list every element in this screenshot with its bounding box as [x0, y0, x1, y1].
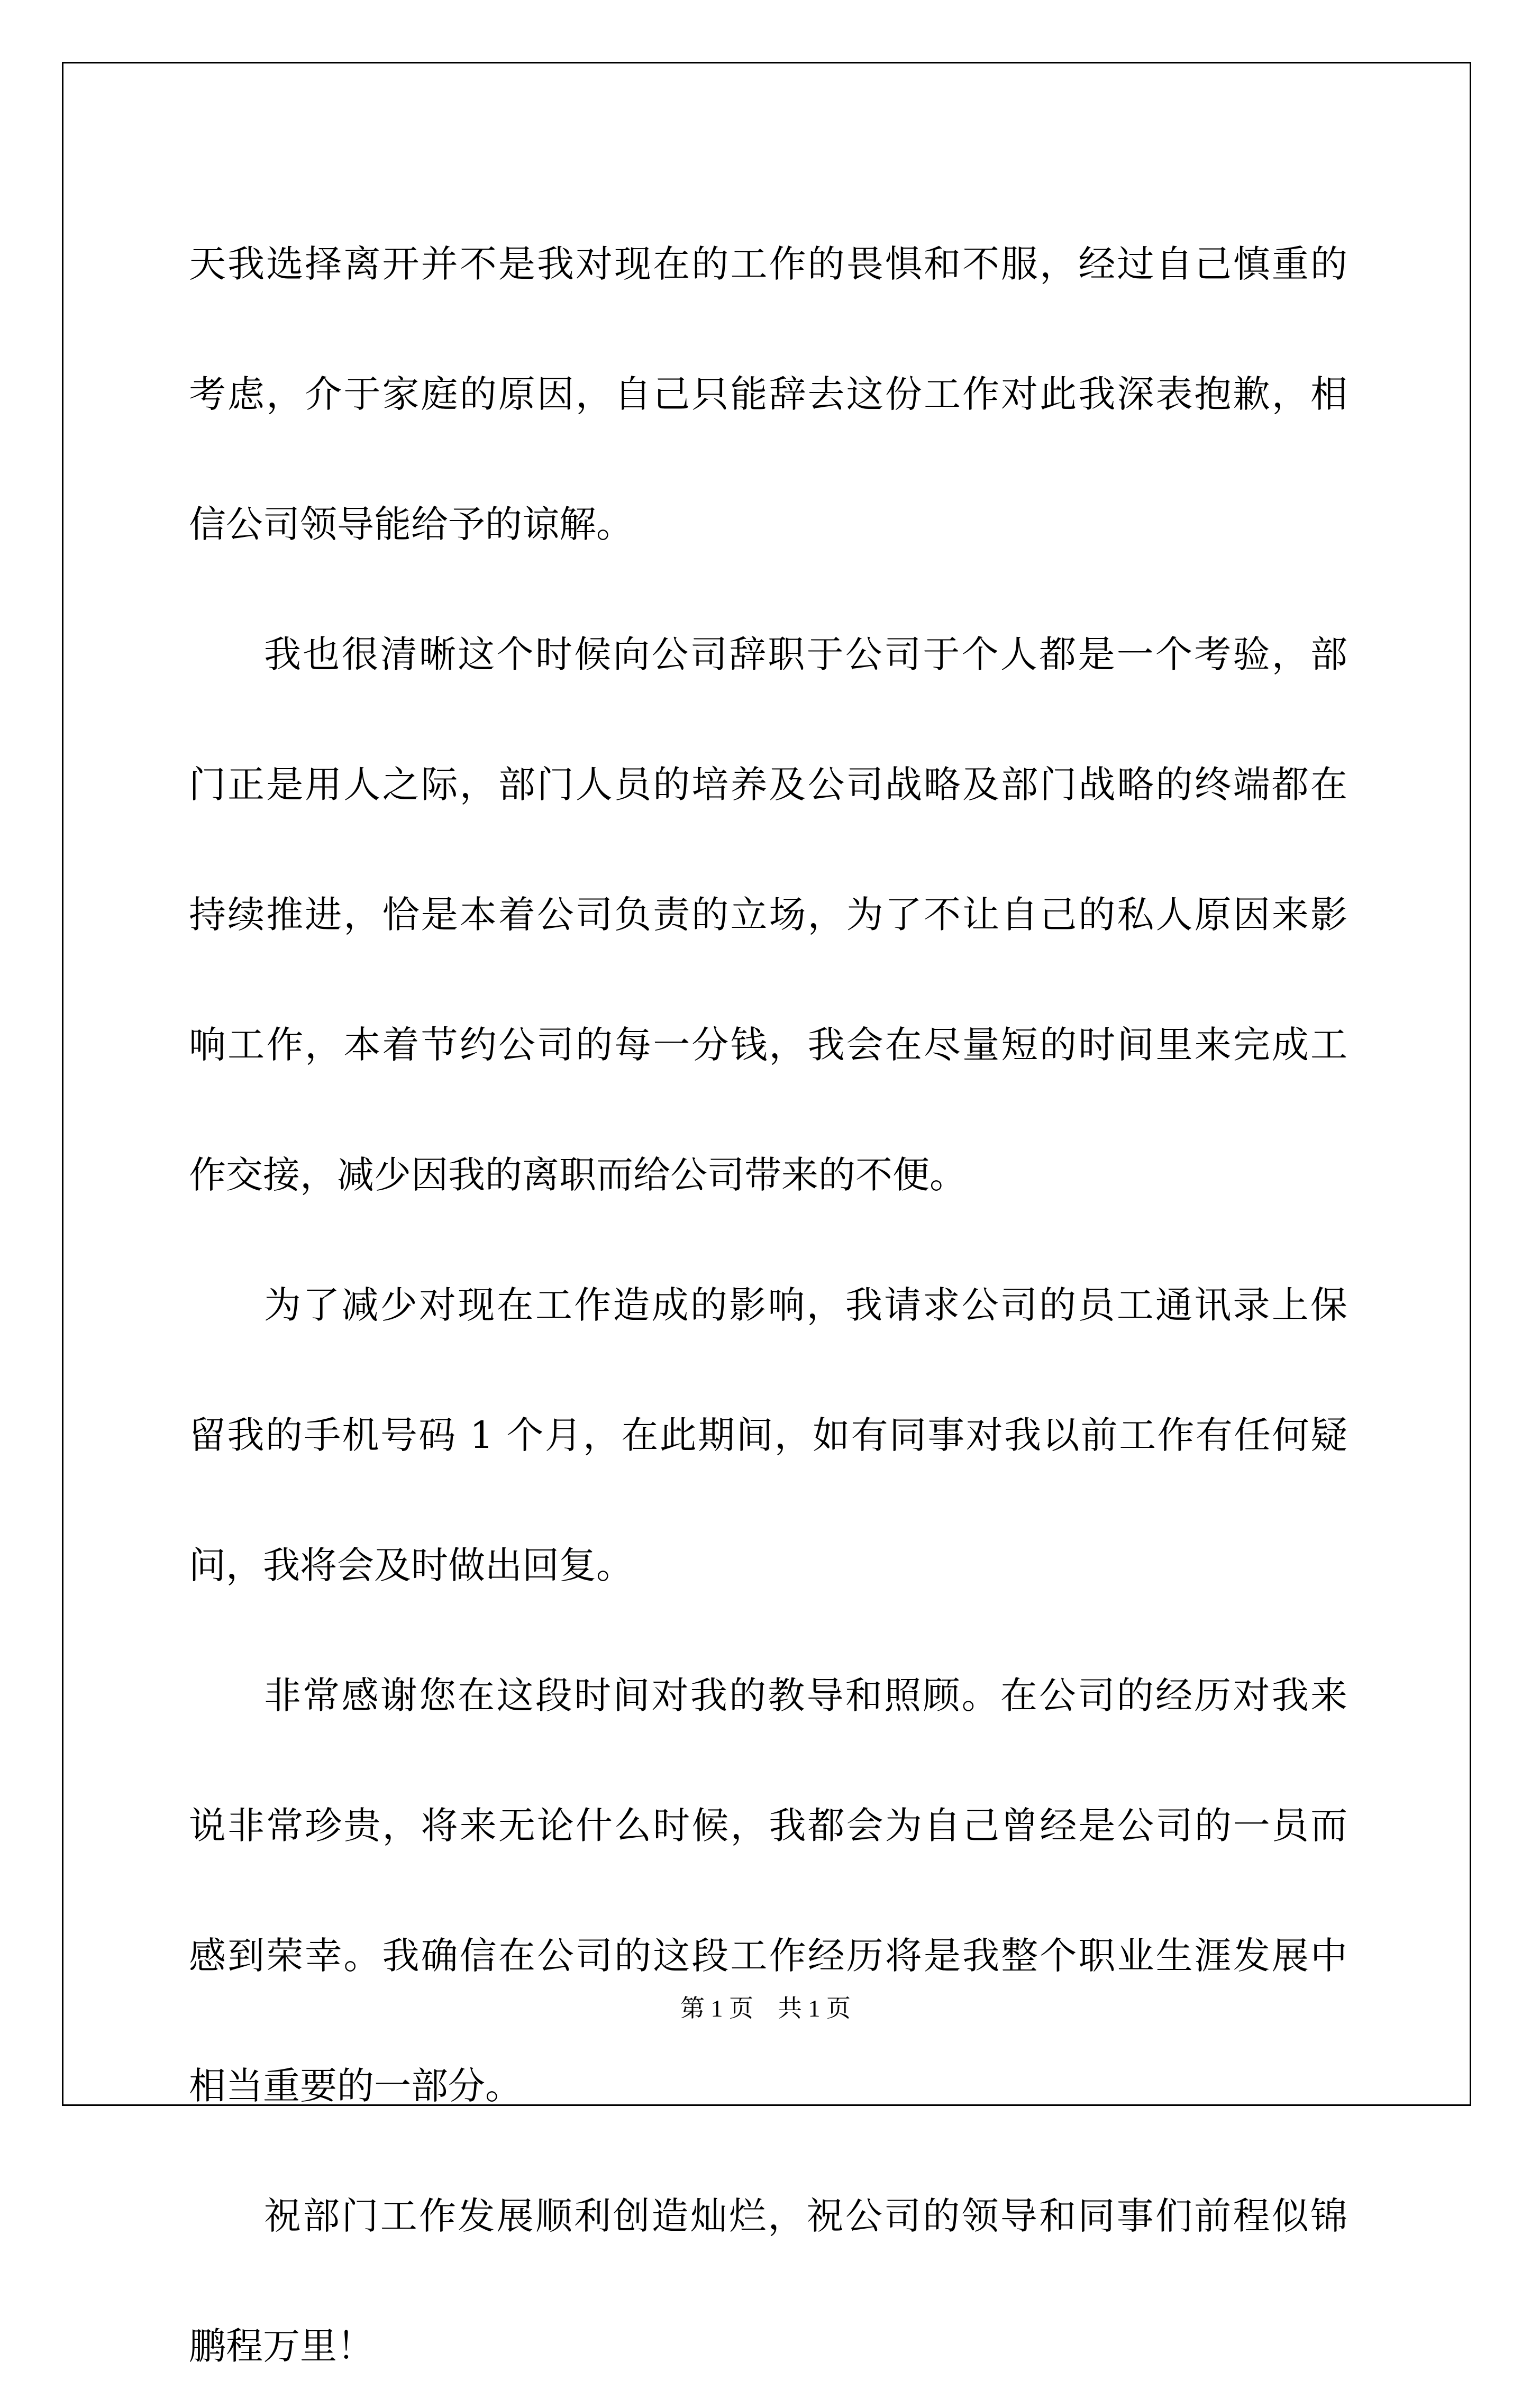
paragraph-start-line: 我也很清晰这个时候向公司辞职于公司于个人都是一个考验，部 — [264, 632, 1347, 676]
text-line: 门正是用人之际，部门人员的培养及公司战略及部门战略的终端都在 — [189, 762, 1347, 806]
document-body — [189, 196, 1347, 2408]
text-line: 问，我将会及时做出回复。 — [189, 1543, 633, 1587]
page-number-footer: 第 1 页 共 1 页 — [680, 1995, 851, 2022]
text-line: 作交接，减少因我的离职而给公司带来的不便。 — [189, 1153, 967, 1197]
text-line: 鹏程万里！ — [189, 2324, 374, 2368]
text-line: 响工作，本着节约公司的每一分钱，我会在尽量短的时间里来完成工 — [189, 1023, 1347, 1066]
text-line: 信公司领导能给予的谅解。 — [189, 502, 633, 546]
text-line: 天我选择离开并不是我对现在的工作的畏惧和不服，经过自己慎重的 — [189, 242, 1347, 286]
text-line: 说非常珍贵，将来无论什么时候，我都会为自己曾经是公司的一员而 — [189, 1803, 1347, 1847]
text-line: 持续推进，恰是本着公司负责的立场，为了不让自己的私人原因来影 — [189, 892, 1347, 936]
text-line: 相当重要的一部分。 — [189, 2064, 522, 2108]
paragraph-start-line: 祝部门工作发展顺利创造灿烂，祝公司的领导和同事们前程似锦 — [264, 2194, 1347, 2238]
text-line: 考虑，介于家庭的原因，自己只能辞去这份工作对此我深表抱歉，相 — [189, 372, 1347, 416]
paragraph-start-line: 非常感谢您在这段时间对我的教导和照顾。在公司的经历对我来 — [264, 1673, 1347, 1717]
text-line: 感到荣幸。我确信在公司的这段工作经历将是我整个职业生涯发展中 — [189, 1933, 1347, 1977]
text-line: 留我的手机号码 1 个月，在此期间，如有同事对我以前工作有任何疑 — [189, 1413, 1347, 1457]
paragraph-start-line: 为了减少对现在工作造成的影响，我请求公司的员工通讯录上保 — [264, 1283, 1347, 1327]
